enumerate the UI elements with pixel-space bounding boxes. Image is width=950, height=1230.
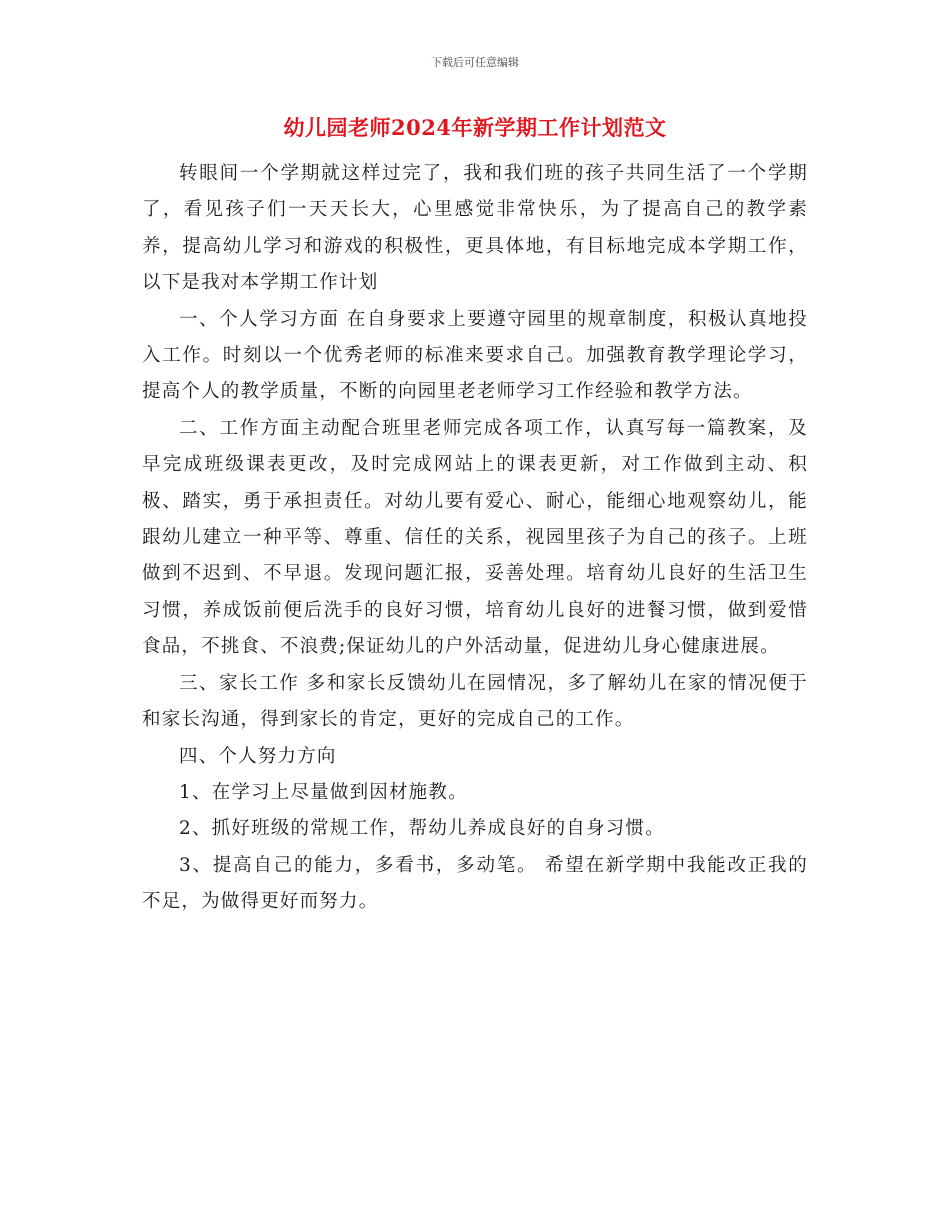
list-item: 3、提高自己的能力，多看书，多动笔。 希望在新学期中我能改正我的不足，为做得更好而努力。 (142, 854, 808, 913)
paragraph-intro: 转眼间一个学期就这样过完了，我和我们班的孩子共同生活了一个学期了，看见孩子们一天天长大，心里感觉非常快乐，为了提高自己的教学素养，提高幼儿学习和游戏的积极性，更具体地，有目标地完成本学期工作，以下是我对本学期工作计划 (142, 163, 808, 294)
paragraph-work: 二、工作方面主动配合班里老师完成各项工作，认真写每一篇教案，及早完成班级课表更改，及时完成网站上的课表更新，对工作做到主动、积极、踏实，勇于承担责任。对幼儿要有爱心、耐心，能细心地观察幼儿，能跟幼儿建立一种平等、尊重、信任的关系，视园里孩子为自己的孩子。上班做到不迟到、不早退。发现问题汇报，妥善处理。培育幼儿良好的生活卫生习惯，养成饭前便后洗手的良好习惯，培育幼儿良好的进餐习惯，做到爱惜食品，不挑食、不浪费;保证幼儿的户外活动量，促进幼儿身心健康进展。 (142, 417, 808, 658)
paragraph-personal-study: 一、个人学习方面 在自身要求上要遵守园里的规章制度，积极认真地投入工作。时刻以一个优秀老师的标准来要求自己。加强教育教学理论学习，提高个人的教学质量，不断的向园里老老师学习工作经验和教学方法。 (142, 308, 808, 403)
list-item: 2、抓好班级的常规工作，帮幼儿养成良好的自身习惯。 (179, 818, 665, 840)
list-item: 1、在学习上尽量做到因材施教。 (179, 781, 468, 803)
paragraph-parents: 三、家长工作 多和家长反馈幼儿在园情况，多了解幼儿在家的情况便于和家长沟通，得到家长的肯定，更好的完成自己的工作。 (142, 672, 808, 731)
document-body (142, 156, 808, 921)
document-title: 幼儿园老师2024年新学期工作计划范文 (283, 115, 667, 140)
paragraph-direction-heading: 四、个人努力方向 (179, 745, 337, 767)
header-note: 下载后可任意编辑 (431, 56, 519, 69)
